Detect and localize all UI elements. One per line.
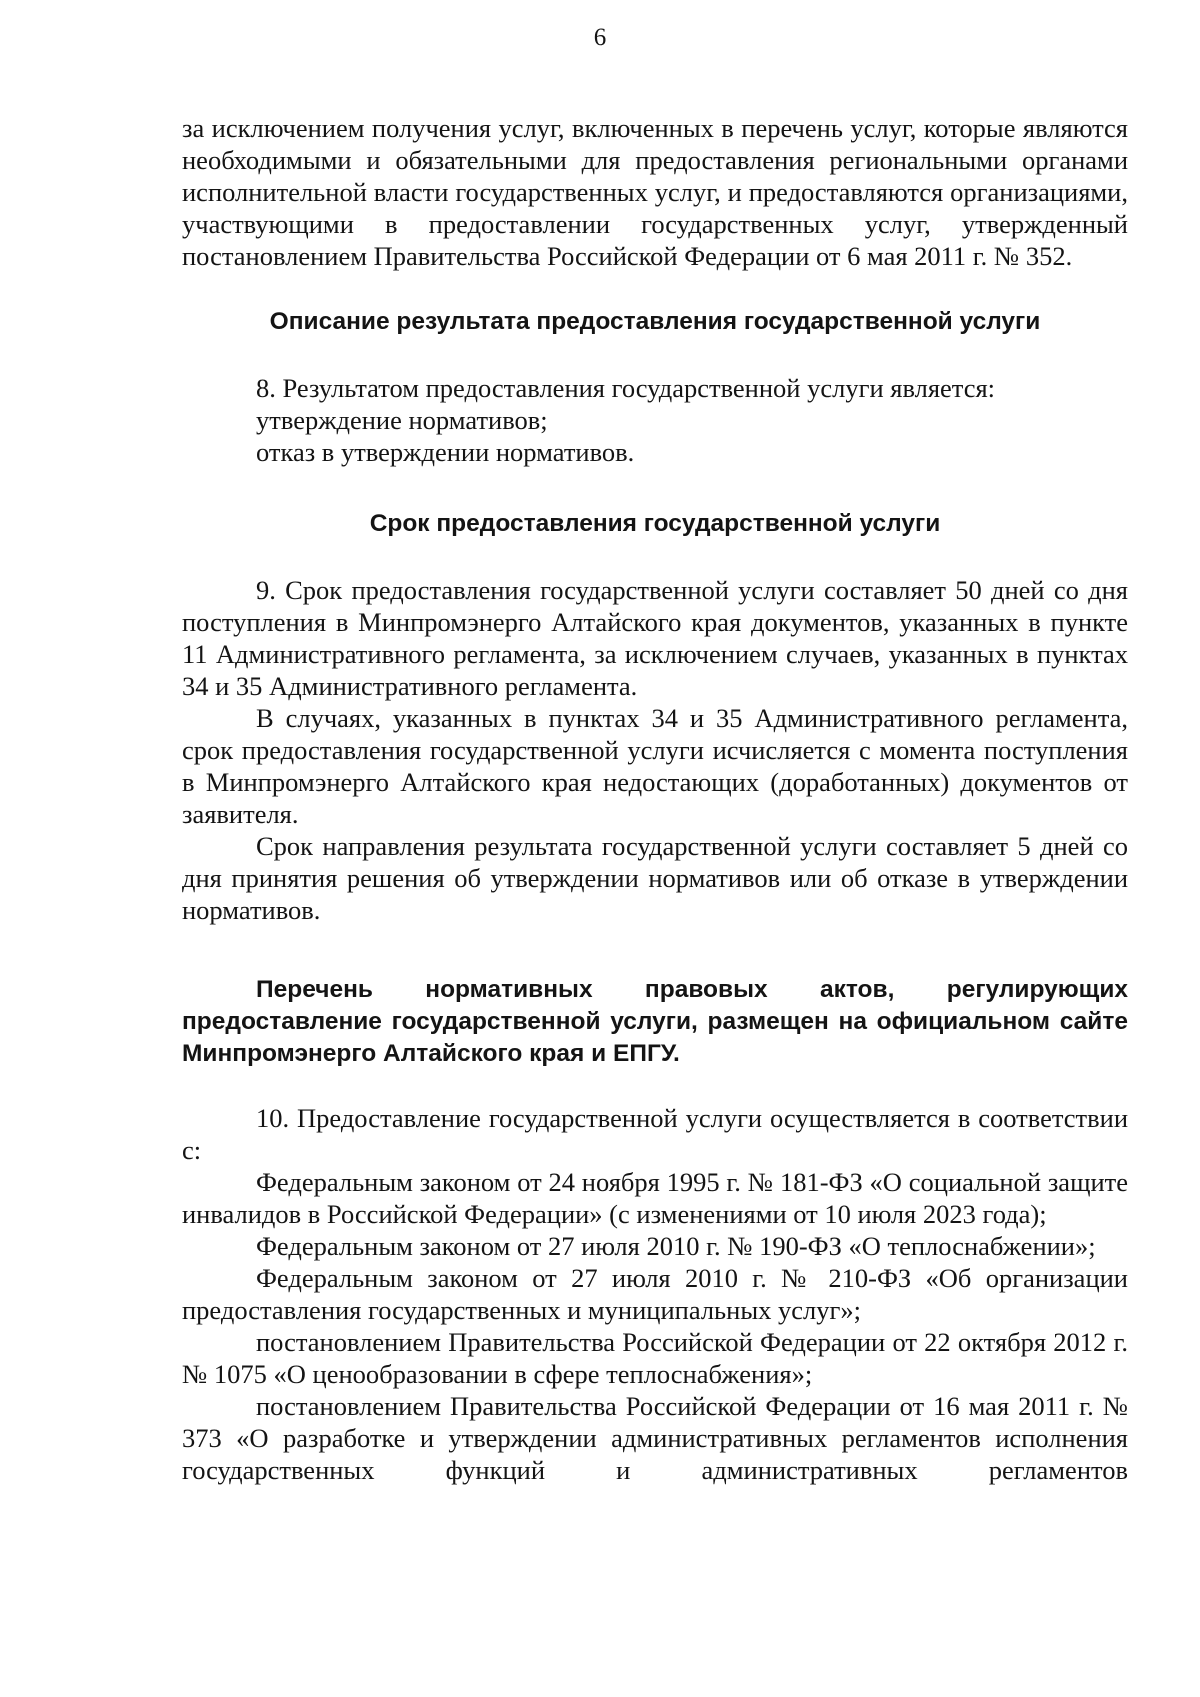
legal-act-181-fz: Федеральным законом от 24 ноября 1995 г. № 181-ФЗ «О социальной защите инвалидов в Российской Федерации» (с изменениями от 10 июля 2023 года); bbox=[182, 1167, 1128, 1229]
paragraph-item-9-result-term: Срок направления результата государственной услуги составляет 5 дней со дня принятия решения об утверждении нормативов или об отказе в утверждении нормативов. bbox=[182, 831, 1128, 925]
paragraph-item-9-cases: В случаях, указанных в пунктах 34 и 35 Административного регламента, срок предоставления государственной услуги исчисляется с момента поступления в Минпромэнерго Алтайского края недостающих (доработанных) документов от заявителя. bbox=[182, 703, 1128, 829]
legal-act-373: постановлением Правительства Российской Федерации от 16 мая 2011 г. № 373 «О разработке и утверждении административных регламентов исполнения государственных функций и административных регламентов bbox=[182, 1391, 1128, 1485]
legal-act-1075: постановлением Правительства Российской Федерации от 22 октября 2012 г. № 1075 «О ценообразовании в сфере теплоснабжения»; bbox=[182, 1327, 1128, 1389]
section-heading-term: Срок предоставления государственной услуги bbox=[369, 510, 941, 537]
section-heading-legal-acts: Перечень нормативных правовых актов, регулирующих предоставление государственной услуги, размещен на официальном сайте Минпромэнерго Алтайского края и ЕПГУ. bbox=[182, 976, 1128, 1067]
paragraph-item-8: 8. Результатом предоставления государственной услуги является: bbox=[256, 373, 996, 403]
paragraph-item-10: 10. Предоставление государственной услуги осуществляется в соответствии с: bbox=[182, 1103, 1128, 1165]
document-body bbox=[182, 112, 1128, 1486]
legal-act-210-fz: Федеральным законом от 27 июля 2010 г. № 210-ФЗ «Об организации предоставления государственных и муниципальных услуг»; bbox=[182, 1263, 1128, 1325]
legal-act-190-fz: Федеральным законом от 27 июля 2010 г. № 190-ФЗ «О теплоснабжении»; bbox=[256, 1231, 1096, 1261]
paragraph-continuation: за исключением получения услуг, включенных в перечень услуг, которые являются необходимыми и обязательными для предоставления региональными органами исполнительной власти государственных услуг, и предоставляются организациями, участвующими в предоставлении государственных услуг, утвержденный постановлением Правительства Российской Федерации от 6 мая 2011 г. № 352. bbox=[182, 113, 1128, 271]
section-heading-result: Описание результата предоставления государственной услуги bbox=[269, 308, 1041, 335]
paragraph-item-8-result-1: утверждение нормативов; bbox=[256, 405, 548, 435]
page-number: 6 bbox=[593, 24, 607, 51]
paragraph-item-9: 9. Срок предоставления государственной услуги составляет 50 дней со дня поступления в Минпромэнерго Алтайского края документов, указанных в пункте 11 Административного регламента, за исключением случаев, указанных в пунктах 34 и 35 Административного регламента. bbox=[182, 575, 1128, 701]
paragraph-item-8-result-2: отказ в утверждении нормативов. bbox=[256, 437, 635, 467]
